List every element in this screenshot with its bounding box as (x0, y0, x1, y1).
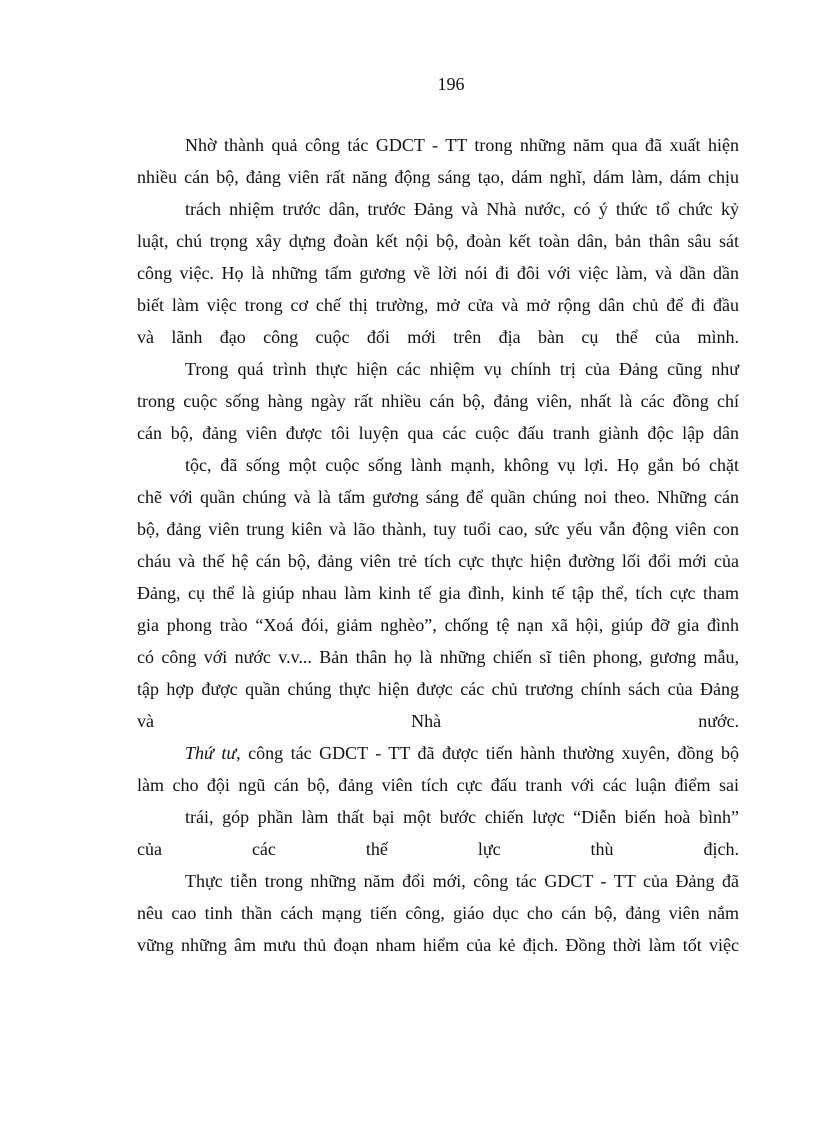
text-line: làm cho đội ngũ cán bộ, đảng viên tích cực đấu tranh với các luận điểm sai (137, 775, 739, 795)
text-line: Đảng, cụ thể là giúp nhau làm kinh tế gia đình, kinh tế tập thể, tích cực tham (137, 583, 739, 603)
text-line: Trong quá trình thực hiện các nhiệm vụ chính trị của Đảng cũng như (185, 359, 739, 379)
word: thế (365, 839, 388, 859)
word: các (251, 839, 276, 859)
text-line: Thực tiễn trong những năm đổi mới, công tác GDCT - TT của Đảng đã (185, 871, 739, 891)
text-line: có công với nước v.v... Bản thân họ là những chiến sĩ tiên phong, gương mẫu, (137, 647, 739, 667)
text-line: tộc, đã sống một cuộc sống lành mạnh, không vụ lợi. Họ gắn bó chặt (185, 455, 739, 475)
text-line: trách nhiệm trước dân, trước Đảng và Nhà nước, có ý thức tổ chức kỷ (185, 199, 739, 219)
text-line: bộ, đảng viên trung kiên và lão thành, tuy tuổi cao, sức yếu vẫn động viên con (137, 519, 739, 539)
word: nước. (698, 711, 739, 731)
text-line: gia phong trào “Xoá đói, giảm nghèo”, chống tệ nạn xã hội, giúp đỡ gia đình (137, 615, 739, 635)
word: lực (477, 839, 501, 859)
text-line: nêu cao tinh thần cách mạng tiến công, giáo dục cho cán bộ, đảng viên nắm (137, 903, 739, 923)
text-line: nhiều cán bộ, đảng viên rất năng động sáng tạo, dám nghĩ, dám làm, dám chịu (137, 167, 739, 187)
text-line: cán bộ, đảng viên được tôi luyện qua các cuộc đấu tranh giành độc lập dân (137, 423, 739, 443)
word: thù (590, 839, 614, 859)
text-line (185, 741, 739, 765)
word: và (137, 711, 154, 731)
text-line: chẽ với quần chúng và là tấm gương sáng để quần chúng noi theo. Những cán (137, 487, 739, 507)
text-line: cháu và thế hệ cán bộ, đảng viên trẻ tích cực thực hiện đường lối đổi mới của (137, 551, 739, 571)
text-line: Nhờ thành quả công tác GDCT - TT trong những năm qua đã xuất hiện (185, 135, 739, 155)
text-line: công việc. Họ là những tấm gương về lời nói đi đôi với việc làm, và dần dần (137, 263, 739, 283)
text-line: tập hợp được quần chúng thực hiện được các chủ trương chính sách của Đảng (137, 679, 739, 699)
text-line: và lãnh đạo công cuộc đổi mới trên địa bàn cụ thể của mình. (137, 327, 739, 347)
text-line: trái, góp phần làm thất bại một bước chiến lược “Diễn biến hoà bình” (185, 807, 739, 827)
text-line-spread (137, 837, 739, 861)
text-line: luật, chú trọng xây dựng đoàn kết nội bộ, đoàn kết toàn dân, bản thân sâu sát (137, 231, 739, 251)
text-line-spread (137, 709, 739, 733)
text-run: công tác GDCT - TT đã được tiến hành thường xuyên, đồng bộ (240, 743, 739, 763)
word: của (137, 839, 162, 859)
text-line: trong cuộc sống hàng ngày rất nhiều cán bộ, đảng viên, nhất là các đồng chí (137, 391, 739, 411)
italic-lead: Thứ tư, (185, 743, 241, 763)
text-line: vững những âm mưu thủ đoạn nham hiểm của kẻ địch. Đồng thời làm tốt việc (137, 935, 739, 955)
word: địch. (703, 839, 739, 859)
word: Nhà (411, 711, 442, 731)
page-number: 196 (437, 74, 465, 94)
text-line: biết làm việc trong cơ chế thị trường, mở cửa và mở rộng dân chủ để đi đầu (137, 295, 739, 315)
